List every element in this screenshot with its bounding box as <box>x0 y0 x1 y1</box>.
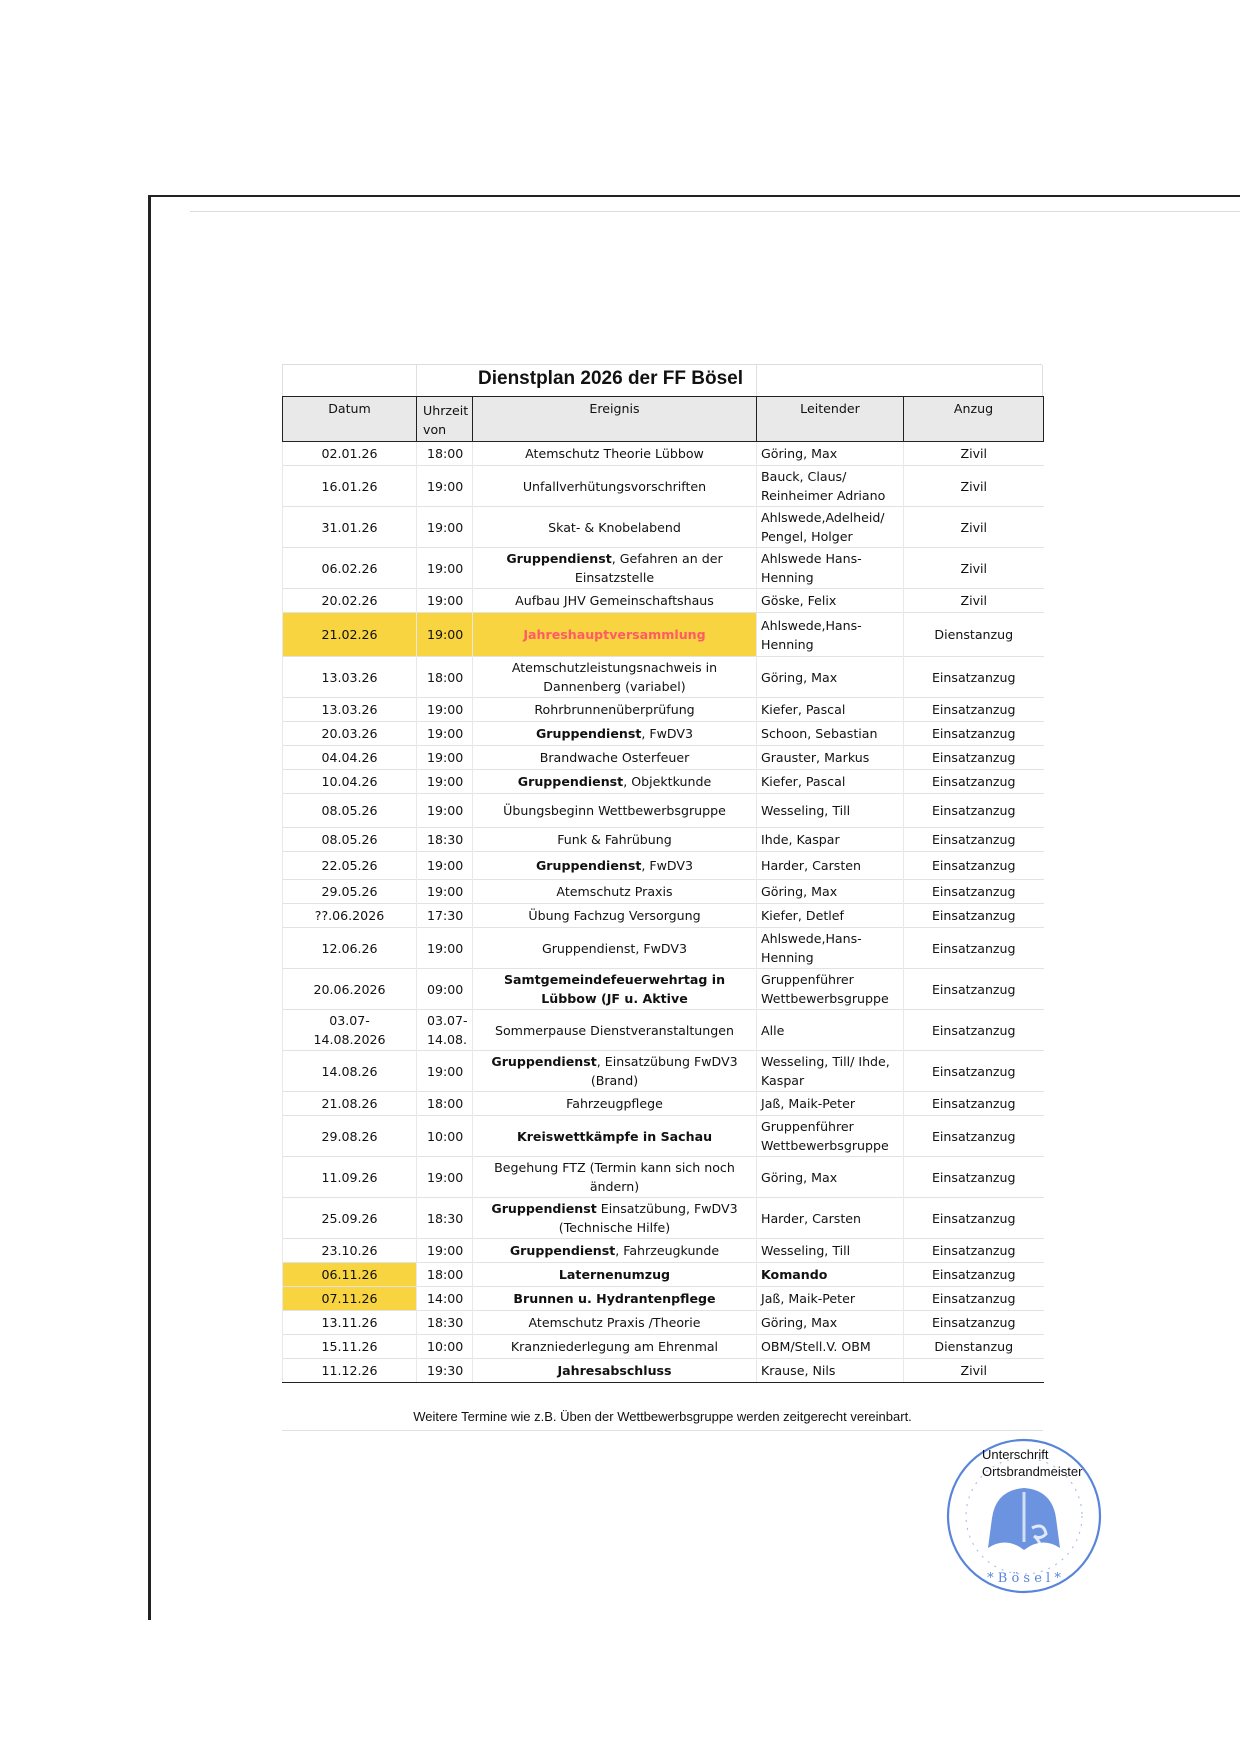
cell-ereignis: Sommerpause Dienstveranstaltungen <box>473 1010 757 1051</box>
cell-anzug: Einsatzanzug <box>904 1311 1044 1335</box>
cell-datum: ??.06.2026 <box>283 904 417 928</box>
cell-datum: 29.05.26 <box>283 880 417 904</box>
cell-leitender: Harder, Carsten <box>757 1198 904 1239</box>
cell-leitender: Wesseling, Till/ Ihde, Kaspar <box>757 1051 904 1092</box>
cell-leitender: OBM/Stell.V. OBM <box>757 1335 904 1359</box>
cell-leitender: Gruppenführer Wettbewerbsgruppe <box>757 969 904 1010</box>
cell-anzug: Einsatzanzug <box>904 880 1044 904</box>
cell-anzug: Einsatzanzug <box>904 722 1044 746</box>
cell-uhrzeit: 18:00 <box>417 657 473 698</box>
cell-ereignis: Gruppendienst, FwDV3 <box>473 722 757 746</box>
cell-anzug: Einsatzanzug <box>904 746 1044 770</box>
cell-leitender: Kiefer, Detlef <box>757 904 904 928</box>
cell-uhrzeit: 19:00 <box>417 852 473 880</box>
cell-leitender: Ahlswede,Hans- Henning <box>757 613 904 657</box>
cell-anzug: Einsatzanzug <box>904 969 1044 1010</box>
cell-anzug: Einsatzanzug <box>904 1092 1044 1116</box>
cell-ereignis: Unfallverhütungsvorschriften <box>473 466 757 507</box>
cell-anzug: Einsatzanzug <box>904 1198 1044 1239</box>
cell-leitender: Krause, Nils <box>757 1359 904 1383</box>
cell-uhrzeit: 19:00 <box>417 466 473 507</box>
cell-datum: 13.11.26 <box>283 1311 417 1335</box>
cell-leitender: Ahlswede,Adelheid/ Pengel, Holger <box>757 507 904 548</box>
cell-ereignis: Gruppendienst, FwDV3 <box>473 928 757 969</box>
table-row <box>283 928 1044 969</box>
cell-uhrzeit: 18:30 <box>417 1311 473 1335</box>
cell-leitender: Kiefer, Pascal <box>757 770 904 794</box>
header-anzug: Anzug <box>904 397 1044 442</box>
cell-leitender: Göring, Max <box>757 880 904 904</box>
footer-note: Weitere Termine wie z.B. Üben der Wettbewerbsgruppe werden zeitgerecht vereinbart. <box>282 1404 1043 1431</box>
table-row <box>283 1359 1044 1383</box>
cell-ereignis: Übung Fachzug Versorgung <box>473 904 757 928</box>
cell-ereignis: Gruppendienst Einsatzübung, FwDV3 (Technische Hilfe) <box>473 1198 757 1239</box>
cell-anzug: Einsatzanzug <box>904 698 1044 722</box>
cell-ereignis: Brandwache Osterfeuer <box>473 746 757 770</box>
cell-leitender: Wesseling, Till <box>757 1239 904 1263</box>
cell-ereignis: Funk & Fahrübung <box>473 828 757 852</box>
cell-leitender: Wesseling, Till <box>757 794 904 828</box>
cell-anzug: Dienstanzug <box>904 613 1044 657</box>
cell-datum: 03.07- 14.08.2026 <box>283 1010 417 1051</box>
table-row <box>283 1092 1044 1116</box>
cell-uhrzeit: 19:00 <box>417 589 473 613</box>
cell-leitender: Göring, Max <box>757 442 904 466</box>
table-row <box>283 1116 1044 1157</box>
cell-datum: 20.06.2026 <box>283 969 417 1010</box>
table-row <box>283 969 1044 1010</box>
cell-leitender: Göring, Max <box>757 657 904 698</box>
header-uhrzeit: Uhrzeit von <box>417 397 473 442</box>
cell-anzug: Einsatzanzug <box>904 1263 1044 1287</box>
cell-datum: 13.03.26 <box>283 657 417 698</box>
cell-anzug: Einsatzanzug <box>904 928 1044 969</box>
cell-leitender: Kiefer, Pascal <box>757 698 904 722</box>
cell-anzug: Einsatzanzug <box>904 1287 1044 1311</box>
cell-datum: 14.08.26 <box>283 1051 417 1092</box>
cell-datum: 25.09.26 <box>283 1198 417 1239</box>
table-row <box>283 1198 1044 1239</box>
cell-datum: 11.09.26 <box>283 1157 417 1198</box>
cell-uhrzeit: 09:00 <box>417 969 473 1010</box>
cell-ereignis: Begehung FTZ (Termin kann sich noch ändern) <box>473 1157 757 1198</box>
cell-leitender: Göring, Max <box>757 1311 904 1335</box>
header-ereignis: Ereignis <box>473 397 757 442</box>
cell-datum: 31.01.26 <box>283 507 417 548</box>
cell-datum: 21.08.26 <box>283 1092 417 1116</box>
cell-anzug: Einsatzanzug <box>904 657 1044 698</box>
table-row <box>283 507 1044 548</box>
scan-edge-left <box>148 195 151 1620</box>
cell-ereignis: Kreiswettkämpfe in Sachau <box>473 1116 757 1157</box>
cell-datum: 29.08.26 <box>283 1116 417 1157</box>
cell-leitender: Grauster, Markus <box>757 746 904 770</box>
cell-leitender: Jaß, Maik-Peter <box>757 1287 904 1311</box>
table-row <box>283 442 1044 466</box>
cell-anzug: Einsatzanzug <box>904 1239 1044 1263</box>
cell-datum: 11.12.26 <box>283 1359 417 1383</box>
cell-leitender: Ahlswede Hans- Henning <box>757 548 904 589</box>
cell-datum: 13.03.26 <box>283 698 417 722</box>
cell-leitender: Jaß, Maik-Peter <box>757 1092 904 1116</box>
cell-leitender: Harder, Carsten <box>757 852 904 880</box>
table-row <box>283 1010 1044 1051</box>
cell-ereignis: Skat- & Knobelabend <box>473 507 757 548</box>
cell-uhrzeit: 19:00 <box>417 794 473 828</box>
scan-edge-top-inner <box>190 211 1240 212</box>
cell-datum: 16.01.26 <box>283 466 417 507</box>
header-datum: Datum <box>283 397 417 442</box>
cell-ereignis: Atemschutzleistungsnachweis in Dannenberg (variabel) <box>473 657 757 698</box>
cell-anzug: Zivil <box>904 466 1044 507</box>
cell-ereignis: Gruppendienst, Einsatzübung FwDV3 (Brand) <box>473 1051 757 1092</box>
cell-ereignis: Atemschutz Praxis /Theorie <box>473 1311 757 1335</box>
table-row <box>283 722 1044 746</box>
cell-anzug: Einsatzanzug <box>904 770 1044 794</box>
cell-datum: 07.11.26 <box>283 1287 417 1311</box>
cell-uhrzeit: 14:00 <box>417 1287 473 1311</box>
table-row <box>283 1239 1044 1263</box>
cell-uhrzeit: 19:00 <box>417 1051 473 1092</box>
cell-datum: 20.03.26 <box>283 722 417 746</box>
table-row <box>283 589 1044 613</box>
cell-leitender: Ihde, Kaspar <box>757 828 904 852</box>
cell-uhrzeit: 03.07- 14.08. <box>417 1010 473 1051</box>
cell-datum: 15.11.26 <box>283 1335 417 1359</box>
cell-datum: 21.02.26 <box>283 613 417 657</box>
table-row <box>283 880 1044 904</box>
cell-uhrzeit: 19:30 <box>417 1359 473 1383</box>
table-row <box>283 1051 1044 1092</box>
document-title: Dienstplan 2026 der FF Bösel <box>478 368 744 389</box>
cell-uhrzeit: 18:00 <box>417 1092 473 1116</box>
cell-uhrzeit: 18:00 <box>417 442 473 466</box>
table-row <box>283 1157 1044 1198</box>
cell-ereignis: Gruppendienst, FwDV3 <box>473 852 757 880</box>
cell-datum: 06.11.26 <box>283 1263 417 1287</box>
cell-uhrzeit: 19:00 <box>417 1239 473 1263</box>
table-row <box>283 657 1044 698</box>
cell-uhrzeit: 19:00 <box>417 880 473 904</box>
cell-uhrzeit: 19:00 <box>417 722 473 746</box>
cell-anzug: Einsatzanzug <box>904 904 1044 928</box>
table-row <box>283 794 1044 828</box>
cell-ereignis: Kranzniederlegung am Ehrenmal <box>473 1335 757 1359</box>
cell-uhrzeit: 10:00 <box>417 1116 473 1157</box>
cell-datum: 20.02.26 <box>283 589 417 613</box>
cell-uhrzeit: 19:00 <box>417 613 473 657</box>
cell-datum: 08.05.26 <box>283 794 417 828</box>
cell-uhrzeit: 19:00 <box>417 548 473 589</box>
cell-leitender: Ahlswede,Hans- Henning <box>757 928 904 969</box>
cell-uhrzeit: 10:00 <box>417 1335 473 1359</box>
table-row <box>283 1263 1044 1287</box>
cell-leitender: Alle <box>757 1010 904 1051</box>
cell-ereignis: Fahrzeugpflege <box>473 1092 757 1116</box>
header-leitender: Leitender <box>757 397 904 442</box>
cell-uhrzeit: 17:30 <box>417 904 473 928</box>
cell-leitender: Komando <box>757 1263 904 1287</box>
cell-ereignis: Brunnen u. Hydrantenpflege <box>473 1287 757 1311</box>
cell-anzug: Einsatzanzug <box>904 794 1044 828</box>
cell-ereignis: Gruppendienst, Gefahren an der Einsatzstelle <box>473 548 757 589</box>
cell-ereignis: Aufbau JHV Gemeinschaftshaus <box>473 589 757 613</box>
cell-ereignis: Gruppendienst, Fahrzeugkunde <box>473 1239 757 1263</box>
cell-anzug: Einsatzanzug <box>904 1157 1044 1198</box>
cell-ereignis: Laternenumzug <box>473 1263 757 1287</box>
cell-anzug: Zivil <box>904 548 1044 589</box>
cell-anzug: Zivil <box>904 507 1044 548</box>
cell-datum: 04.04.26 <box>283 746 417 770</box>
cell-ereignis: Atemschutz Theorie Lübbow <box>473 442 757 466</box>
table-row <box>283 852 1044 880</box>
cell-anzug: Zivil <box>904 589 1044 613</box>
cell-ereignis: Jahreshauptversammlung <box>473 613 757 657</box>
cell-anzug: Einsatzanzug <box>904 1010 1044 1051</box>
cell-ereignis: Samtgemeindefeuerwehrtag in Lübbow (JF u. Aktive <box>473 969 757 1010</box>
duty-schedule-table <box>282 396 1044 1383</box>
cell-datum: 22.05.26 <box>283 852 417 880</box>
cell-uhrzeit: 19:00 <box>417 1157 473 1198</box>
table-row <box>283 746 1044 770</box>
table-row <box>283 904 1044 928</box>
cell-leitender: Schoon, Sebastian <box>757 722 904 746</box>
cell-uhrzeit: 18:30 <box>417 828 473 852</box>
cell-anzug: Dienstanzug <box>904 1335 1044 1359</box>
cell-datum: 23.10.26 <box>283 1239 417 1263</box>
cell-uhrzeit: 18:00 <box>417 1263 473 1287</box>
cell-anzug: Zivil <box>904 442 1044 466</box>
table-row <box>283 770 1044 794</box>
cell-anzug: Einsatzanzug <box>904 1051 1044 1092</box>
cell-ereignis: Übungsbeginn Wettbewerbsgruppe <box>473 794 757 828</box>
cell-uhrzeit: 18:30 <box>417 1198 473 1239</box>
table-row <box>283 548 1044 589</box>
cell-leitender: Göring, Max <box>757 1157 904 1198</box>
cell-ereignis: Atemschutz Praxis <box>473 880 757 904</box>
cell-leitender: Bauck, Claus/ Reinheimer Adriano <box>757 466 904 507</box>
cell-anzug: Einsatzanzug <box>904 852 1044 880</box>
cell-uhrzeit: 19:00 <box>417 928 473 969</box>
cell-datum: 10.04.26 <box>283 770 417 794</box>
cell-uhrzeit: 19:00 <box>417 698 473 722</box>
cell-leitender: Göske, Felix <box>757 589 904 613</box>
cell-uhrzeit: 19:00 <box>417 507 473 548</box>
scan-edge-top <box>148 195 1240 197</box>
table-row <box>283 1287 1044 1311</box>
signature-label: Unterschrift Ortsbrandmeister <box>982 1447 1083 1479</box>
cell-anzug: Einsatzanzug <box>904 828 1044 852</box>
cell-datum: 12.06.26 <box>283 928 417 969</box>
table-header-row <box>283 397 1044 442</box>
cell-ereignis: Rohrbrunnenüberprüfung <box>473 698 757 722</box>
cell-anzug: Zivil <box>904 1359 1044 1383</box>
cell-datum: 02.01.26 <box>283 442 417 466</box>
cell-datum: 06.02.26 <box>283 548 417 589</box>
cell-leitender: Gruppenführer Wettbewerbsgruppe <box>757 1116 904 1157</box>
svg-text:* B ö s e l *: * B ö s e l * <box>987 1571 1061 1586</box>
table-row <box>283 613 1044 657</box>
table-row <box>283 466 1044 507</box>
cell-uhrzeit: 19:00 <box>417 746 473 770</box>
cell-ereignis: Gruppendienst, Objektkunde <box>473 770 757 794</box>
cell-uhrzeit: 19:00 <box>417 770 473 794</box>
cell-anzug: Einsatzanzug <box>904 1116 1044 1157</box>
table-row <box>283 698 1044 722</box>
cell-datum: 08.05.26 <box>283 828 417 852</box>
table-row <box>283 828 1044 852</box>
table-row <box>283 1335 1044 1359</box>
table-row <box>283 1311 1044 1335</box>
cell-ereignis: Jahresabschluss <box>473 1359 757 1383</box>
